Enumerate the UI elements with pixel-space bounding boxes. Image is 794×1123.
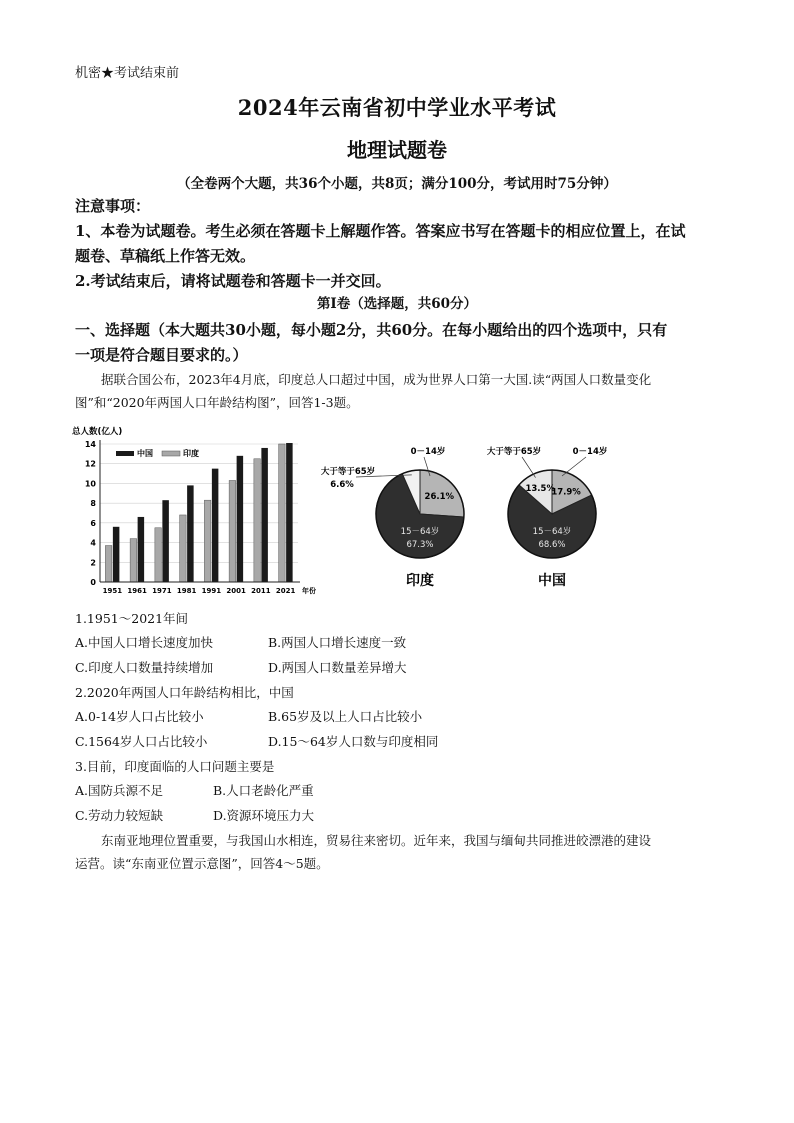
confidential-label: 机密★考试结束前 [75,66,180,81]
y-tick-label: 2 [90,558,96,568]
y-axis-label: 总人数(亿人) [72,427,123,437]
x-tick-label: 1981 [176,587,197,595]
y-tick-label: 0 [90,578,96,587]
question-1-option-a: A.中国人口增长速度加快 [75,635,214,650]
x-axis-label: 年份 [302,587,316,595]
bar-china [187,485,194,582]
question-3-option-c: C.劳动力较短缺 [75,808,164,823]
question-1-stem: 1.1951～2021年间 [75,611,189,626]
question-1-option-c: C.印度人口数量持续增加 [75,660,214,675]
question-2-option-c: C.1564岁人口占比较小 [75,734,208,749]
passage-2-line-2: 运营。读“东南亚位置示意图”，回答4～5题。 [75,856,329,871]
pie-title: 印度 [406,573,434,589]
slice-value: 67.3% [406,540,434,550]
legend-label-india: 印度 [183,449,199,458]
notes-heading: 注意事项： [75,197,151,215]
notes-item-1-line-1: 1、本卷为试题卷。考生必须在答题卡上解题作答。答案应书写在答题卡的相应位置上，在试 [75,222,686,240]
slice-label: 0－14岁 [572,447,608,457]
x-tick-label: 1951 [102,587,123,595]
question-3-option-b: B.人口老龄化严重 [213,783,314,798]
slice-value: 17.9% [551,487,581,498]
passage-1-line-1: 据联合国公布，2023年4月底，印度总人口超过中国，成为世界人口第一大国.读“两国人口数量变化 [101,372,652,387]
bar-china [138,517,145,582]
pie-title: 中国 [538,573,566,589]
notes-item-2: 2.考试结束后，请将试题卷和答题卡一并交回。 [75,272,391,290]
slice-value: 13.5% [525,483,555,494]
bar-india [180,515,187,582]
section-title: 第Ⅰ卷（选择题，共60分） [316,296,478,312]
exam-title: 2024年云南省初中学业水平考试 [237,95,557,120]
passage-1-line-2: 图”和“2020年两国人口年龄结构图”，回答1-3题。 [75,395,359,410]
passage-2-line-1: 东南亚地理位置重要，与我国山水相连，贸易往来密切。近年来，我国与缅甸共同推进皎漂港的建设 [101,833,652,848]
exam-subtitle: 地理试题卷 [347,138,447,162]
question-3-option-d: D.资源环境压力大 [213,808,315,823]
bar-india [279,444,286,582]
question-3-option-a: A.国防兵源不足 [75,783,164,798]
question-2-stem: 2.2020年两国人口年龄结构相比，中国 [75,685,294,700]
slice-value: 68.6% [538,540,566,550]
x-tick-label: 2001 [226,587,246,595]
slice-label: 0－14岁 [410,447,446,457]
y-tick-label: 6 [90,518,96,528]
slice-label: 15－64岁 [400,527,440,537]
india-age-pie-chart [318,440,478,590]
legend-swatch-india [162,451,180,456]
legend-label-china: 中国 [137,449,153,458]
slice-label: 大于等于65岁 [486,447,542,457]
slice-label: 15－64岁 [532,527,572,537]
slice-value: 6.6% [330,480,354,490]
bar-india [254,459,261,582]
bar-india [204,500,211,582]
bar-india [130,539,137,582]
y-tick-label: 14 [84,440,96,449]
china-age-pie-chart [478,440,628,590]
section-intro-line-2: 一项是符合题目要求的。） [75,346,248,364]
y-tick-label: 10 [84,479,96,489]
bar-india [155,528,162,582]
notes-item-1-line-2: 题卷、草稿纸上作答无效。 [75,247,256,265]
leader-line [562,457,586,476]
x-tick-label: 1991 [201,587,222,595]
x-tick-label: 2011 [251,587,271,595]
bar-china [212,469,219,582]
y-tick-label: 8 [90,499,96,509]
question-2-option-b: B.65岁及以上人口占比较小 [268,709,423,724]
slice-label: 大于等于65岁 [320,467,376,477]
bar-china [162,500,169,582]
exam-info: （全卷两个大题，共36个小题，共8页；满分100分，考试用时75分钟） [177,176,617,192]
x-tick-label: 1971 [152,587,172,595]
question-3-stem: 3.目前，印度面临的人口问题主要是 [75,759,275,774]
bar-china [286,443,293,582]
bar-china [113,527,120,582]
question-2-option-a: A.0-14岁人口占比较小 [75,709,204,724]
bar-india [229,480,236,582]
question-1-option-b: B.两国人口增长速度一致 [268,635,407,650]
slice-value: 26.1% [424,491,455,502]
leader-line [522,457,536,478]
x-tick-label: 2021 [275,587,296,595]
question-1-option-d: D.两国人口数量差异增大 [268,660,407,675]
legend-swatch-china [116,451,134,456]
section-intro-line-1: 一、选择题（本大题共30小题，每小题2分，共60分。在每小题给出的四个选项中，只有 [75,321,668,339]
bar-china [261,448,268,582]
bar-india [105,546,112,582]
population-bar-chart [70,422,320,600]
question-2-option-d: D.15～64岁人口数与印度相同 [268,734,439,749]
bar-china [237,456,244,582]
y-tick-label: 4 [90,538,96,548]
x-tick-label: 1961 [127,587,147,595]
y-tick-label: 12 [84,459,96,469]
